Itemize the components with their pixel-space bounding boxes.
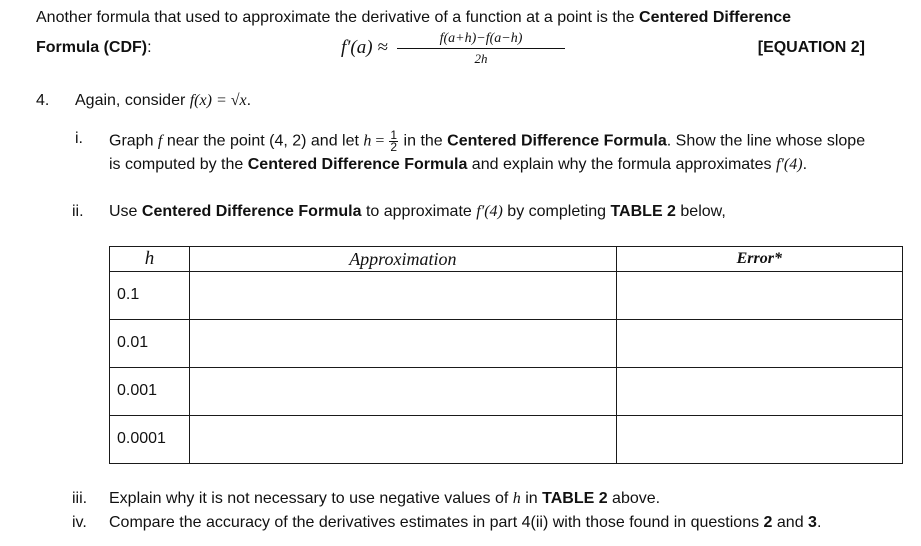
question-4-lead: Again, consider bbox=[75, 92, 190, 109]
qiii-text-a: Explain why it is not necessary to use negative values of bbox=[109, 490, 513, 507]
qiii-text-c: above. bbox=[607, 490, 661, 507]
table-header-row bbox=[110, 247, 903, 272]
qii-bold-a: Centered Difference Formula bbox=[141, 203, 362, 220]
qii-text-c: by completing bbox=[502, 203, 611, 220]
qi-text-d: . Show the line whose slope bbox=[666, 132, 866, 150]
qiv-text-c: . bbox=[816, 514, 822, 531]
question-4-text bbox=[75, 92, 251, 110]
qiv-bold-b: 3 bbox=[808, 514, 817, 531]
qi-line2-b: and explain why the formula approximates bbox=[467, 156, 776, 173]
cell-h-value: 0.001 bbox=[117, 382, 158, 399]
cell-approximation[interactable] bbox=[190, 416, 617, 464]
subquestion-ii-number: ii. bbox=[72, 203, 84, 220]
table-2 bbox=[109, 246, 903, 464]
qi-math-h: h bbox=[363, 132, 372, 150]
qii-text-a: Use bbox=[109, 203, 142, 220]
cell-approximation[interactable] bbox=[190, 272, 617, 320]
formula-fraction bbox=[397, 31, 565, 67]
cell-h bbox=[110, 416, 190, 464]
cell-error[interactable] bbox=[616, 320, 902, 368]
table-row bbox=[110, 272, 903, 320]
qi-frac-den: 2 bbox=[390, 140, 398, 154]
table-row bbox=[110, 416, 903, 464]
subquestion-ii-text bbox=[109, 203, 726, 221]
header-error-text: Error* bbox=[736, 250, 782, 267]
equation-label-text: [EQUATION 2] bbox=[757, 39, 865, 56]
subquestion-i-line1 bbox=[109, 130, 865, 153]
formula-numerator: f(a+h)−f(a−h) bbox=[397, 31, 565, 49]
qi-equals: = bbox=[371, 132, 389, 150]
intro-text: Another formula that used to approximate the derivative of a function at a point is the bbox=[36, 9, 640, 26]
qi-text-c: in the bbox=[399, 132, 448, 150]
qiv-text-b: and bbox=[772, 514, 809, 531]
cell-h bbox=[110, 272, 190, 320]
cell-h-value: 0.01 bbox=[117, 334, 149, 351]
cell-h-value: 0.1 bbox=[117, 286, 140, 303]
cell-approximation[interactable] bbox=[190, 368, 617, 416]
intro-text-line1 bbox=[36, 9, 791, 27]
question-4-period: . bbox=[246, 92, 252, 109]
qii-bold-b: TABLE 2 bbox=[610, 203, 676, 220]
intro-formula-name: Formula (CDF) bbox=[36, 39, 148, 56]
qiv-text-a: Compare the accuracy of the derivatives estimates in part 4(ii) with those found in questions bbox=[109, 514, 764, 531]
intro-colon: : bbox=[147, 39, 152, 56]
subquestion-iv-text bbox=[109, 514, 821, 532]
qiv-bold-a: 2 bbox=[763, 514, 773, 531]
qiii-text-b: in bbox=[520, 490, 543, 507]
cell-h bbox=[110, 368, 190, 416]
function-definition: f(x) = √x bbox=[189, 92, 247, 109]
qiii-bold: TABLE 2 bbox=[542, 490, 608, 507]
qi-line2-c: . bbox=[802, 156, 808, 173]
formula-lhs: f′(a) ≈ bbox=[341, 37, 388, 58]
qi-line2-a: is computed by the bbox=[109, 156, 248, 173]
qi-text-a: Graph bbox=[109, 132, 158, 150]
table-row bbox=[110, 368, 903, 416]
qii-math: f′(4) bbox=[476, 203, 503, 220]
qiii-math: h bbox=[512, 490, 521, 507]
header-approximation-text: Approximation bbox=[349, 249, 457, 269]
cell-h bbox=[110, 320, 190, 368]
header-error bbox=[616, 247, 902, 272]
header-h bbox=[110, 247, 190, 272]
header-approximation bbox=[190, 247, 617, 272]
subquestion-iv-number: iv. bbox=[72, 514, 87, 531]
subquestion-iii-text bbox=[109, 490, 660, 508]
cell-error[interactable] bbox=[616, 368, 902, 416]
qii-text-d: below, bbox=[675, 203, 726, 220]
table-row bbox=[110, 320, 903, 368]
subquestion-i-line2 bbox=[109, 156, 807, 174]
qi-line2-math: f′(4) bbox=[775, 156, 803, 173]
qi-math-f: f bbox=[157, 132, 163, 150]
qi-half-fraction bbox=[389, 130, 398, 153]
qi-line2-bold: Centered Difference Formula bbox=[247, 156, 468, 173]
cell-error[interactable] bbox=[616, 416, 902, 464]
cell-error[interactable] bbox=[616, 272, 902, 320]
subquestion-iii-number: iii. bbox=[72, 490, 88, 507]
intro-text-line2 bbox=[36, 39, 152, 57]
question-number: 4. bbox=[36, 92, 50, 109]
subquestion-i-number: i. bbox=[75, 130, 83, 147]
qi-text-b: near the point (4, 2) and let bbox=[162, 132, 364, 150]
cell-approximation[interactable] bbox=[190, 320, 617, 368]
intro-bold-term: Centered Difference bbox=[639, 9, 792, 26]
qii-text-b: to approximate bbox=[361, 203, 477, 220]
equation-label bbox=[758, 39, 865, 57]
cell-h-value: 0.0001 bbox=[117, 430, 166, 447]
formula-denominator: 2h bbox=[474, 51, 488, 66]
qi-bold-a: Centered Difference Formula bbox=[447, 132, 667, 150]
header-h-text: h bbox=[144, 248, 155, 269]
qi-frac-num: 1 bbox=[390, 128, 398, 142]
